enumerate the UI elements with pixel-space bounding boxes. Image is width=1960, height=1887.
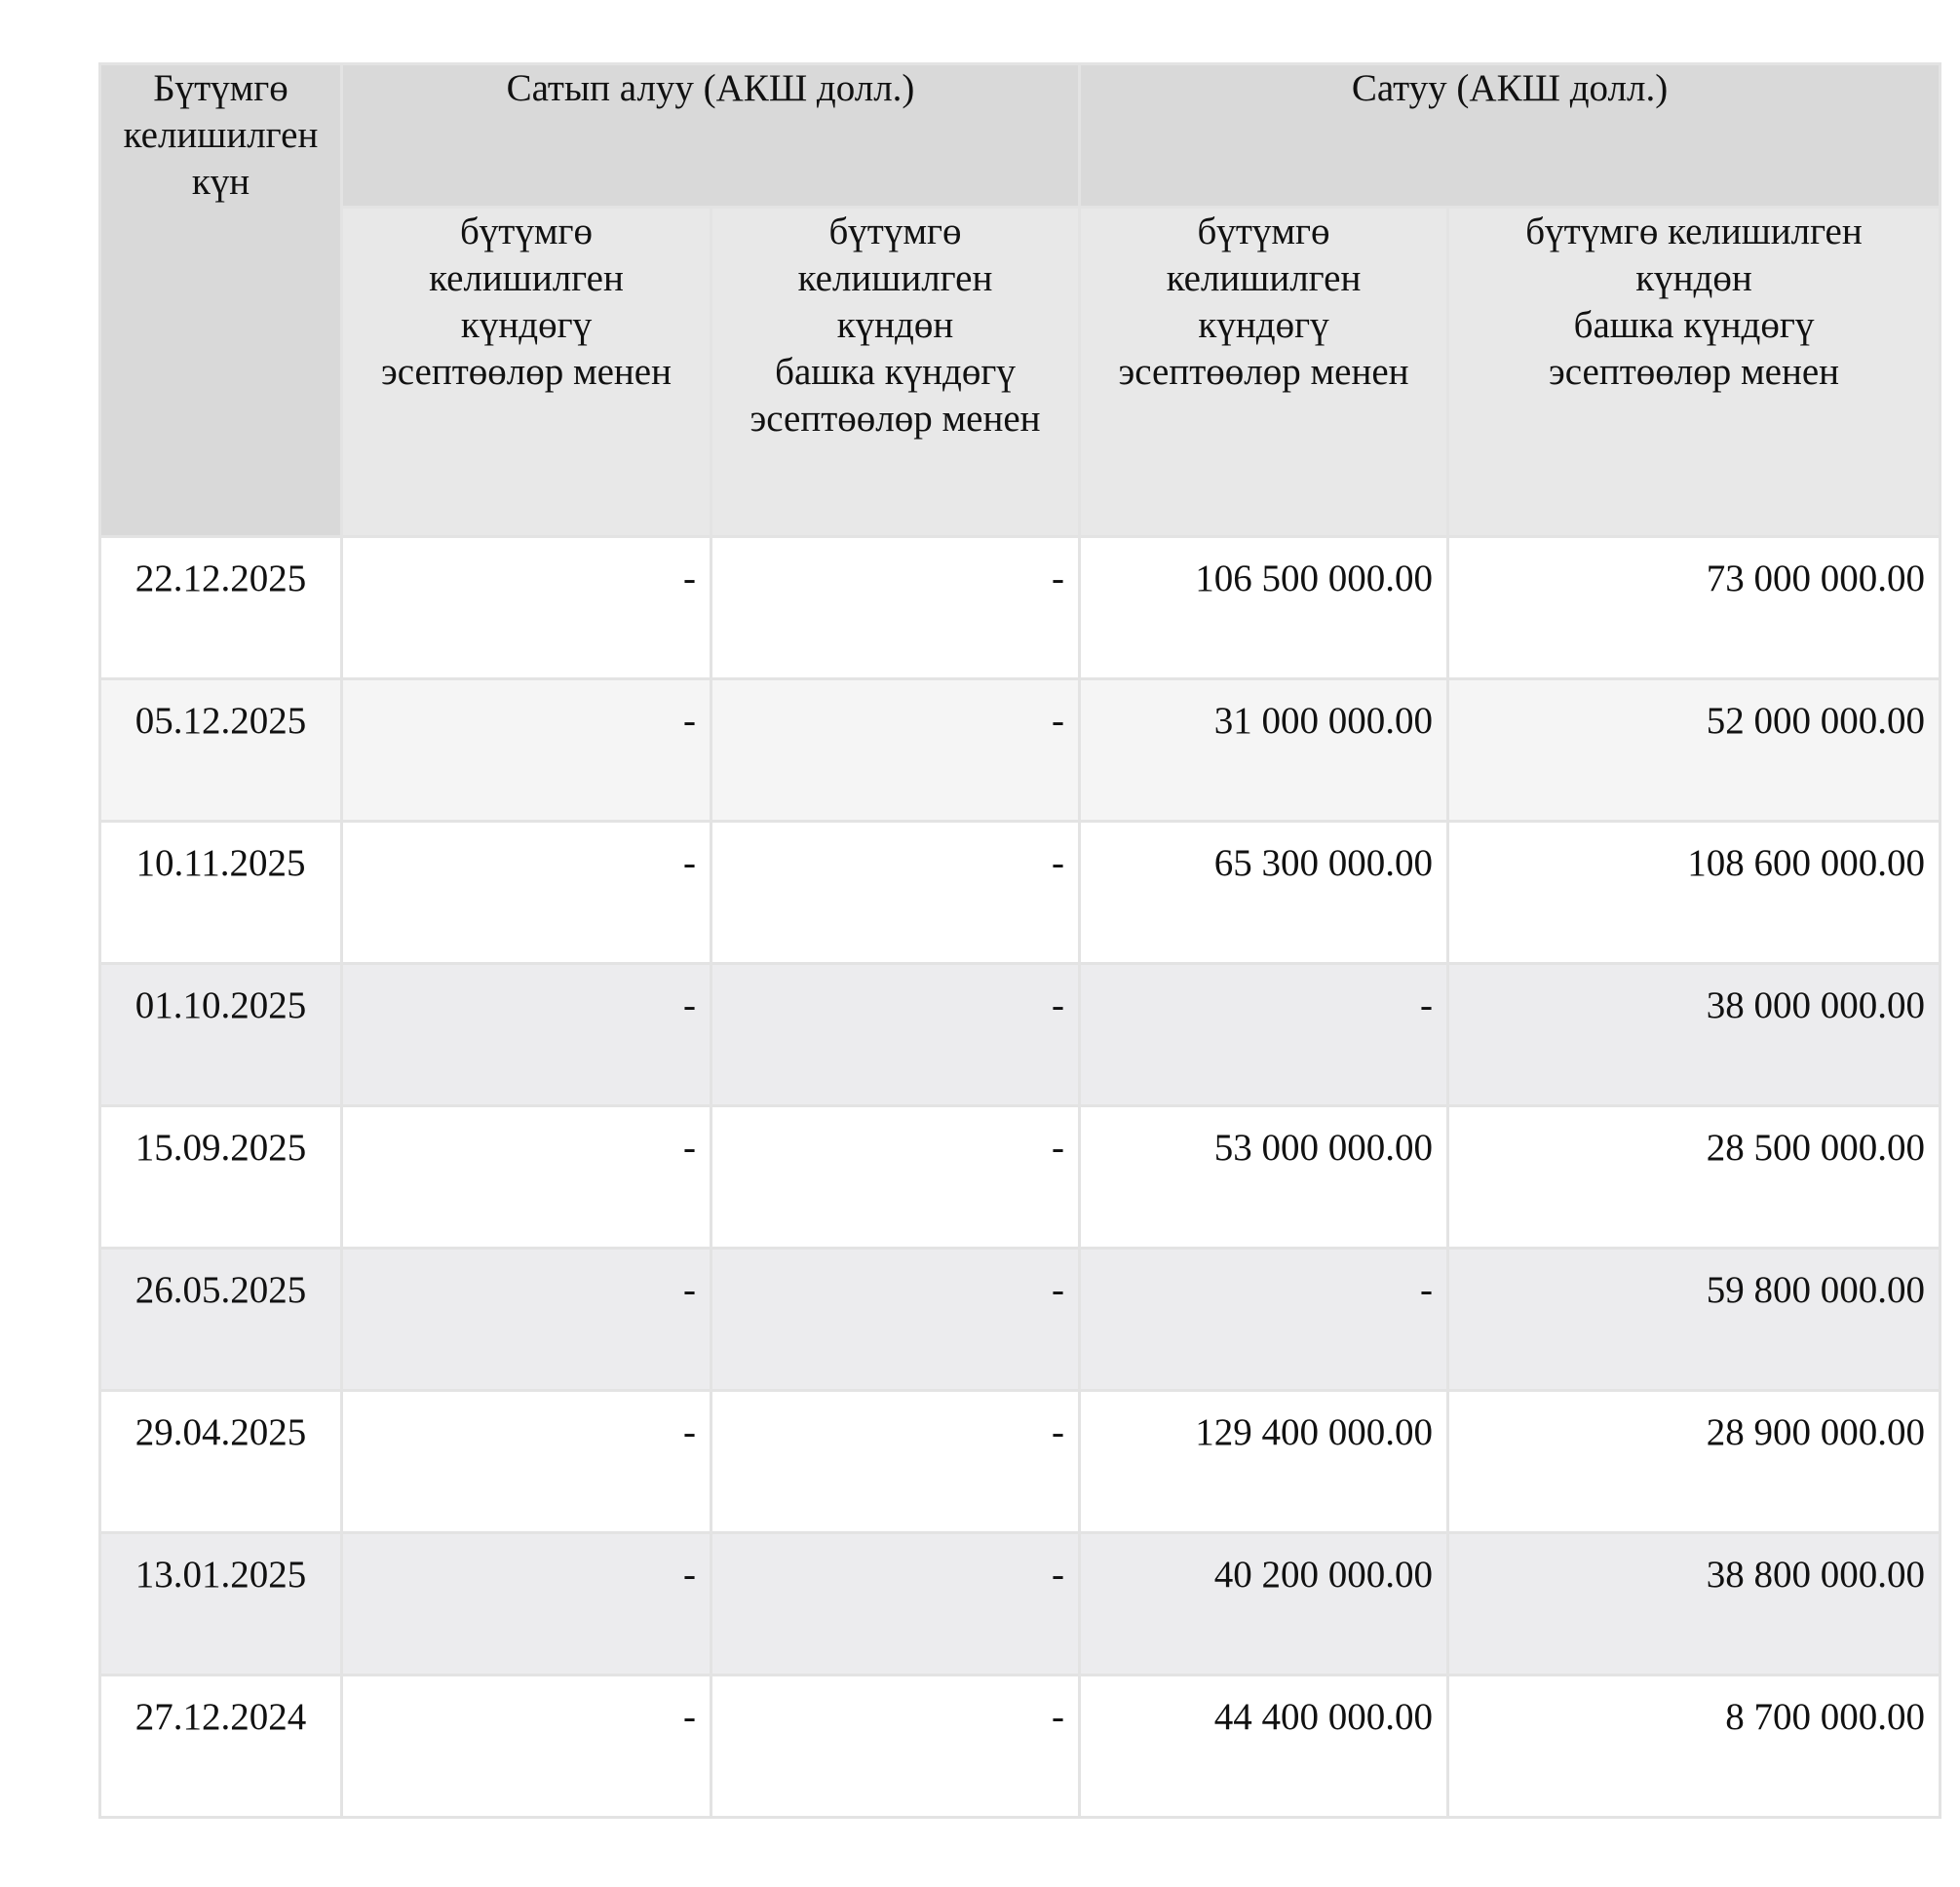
header-sale-same-day: бүтүмгө келишилген күндөгү эсептөөлөр менен (1080, 208, 1448, 537)
purchase-same-day-cell: - (342, 1675, 711, 1818)
sale-same-day-cell: 65 300 000.00 (1080, 822, 1448, 964)
date-cell: 01.10.2025 (100, 964, 342, 1106)
sale-other-day-cell: 28 900 000.00 (1448, 1391, 1941, 1533)
purchase-other-day-cell: - (711, 537, 1080, 679)
sale-other-day-cell: 108 600 000.00 (1448, 822, 1941, 964)
table-row (100, 537, 1941, 679)
header-sale-other-day: бүтүмгө келишилген күндөн башка күндөгү эсептөөлөр менен (1448, 208, 1941, 537)
purchase-other-day-cell: - (711, 679, 1080, 822)
date-cell: 29.04.2025 (100, 1391, 342, 1533)
header-purchase-group: Сатып алуу (АКШ долл.) (342, 64, 1080, 208)
date-cell: 27.12.2024 (100, 1675, 342, 1818)
sale-other-day-cell: 28 500 000.00 (1448, 1106, 1941, 1249)
table-row (100, 822, 1941, 964)
purchase-same-day-cell: - (342, 679, 711, 822)
sale-other-day-cell: 59 800 000.00 (1448, 1249, 1941, 1391)
table-row (100, 1106, 1941, 1249)
sale-same-day-cell: 31 000 000.00 (1080, 679, 1448, 822)
purchase-other-day-cell: - (711, 822, 1080, 964)
table-row (100, 1675, 1941, 1818)
header-sale-group: Сатуу (АКШ долл.) (1080, 64, 1941, 208)
deals-table (98, 62, 1941, 1819)
purchase-other-day-cell: - (711, 1249, 1080, 1391)
sale-same-day-cell: - (1080, 964, 1448, 1106)
sale-same-day-cell: 44 400 000.00 (1080, 1675, 1448, 1818)
sale-same-day-cell: 53 000 000.00 (1080, 1106, 1448, 1249)
header-date: Бүтүмгө келишилген күн (100, 64, 342, 537)
purchase-same-day-cell: - (342, 1249, 711, 1391)
purchase-same-day-cell: - (342, 537, 711, 679)
table-row (100, 1249, 1941, 1391)
date-cell: 05.12.2025 (100, 679, 342, 822)
purchase-same-day-cell: - (342, 1533, 711, 1675)
sale-other-day-cell: 52 000 000.00 (1448, 679, 1941, 822)
header-purchase-other-day: бүтүмгө келишилген күндөн башка күндөгү эсептөөлөр менен (711, 208, 1080, 537)
purchase-other-day-cell: - (711, 964, 1080, 1106)
table-row (100, 1533, 1941, 1675)
purchase-other-day-cell: - (711, 1106, 1080, 1249)
date-cell: 22.12.2025 (100, 537, 342, 679)
table-row (100, 1391, 1941, 1533)
header-purchase-same-day: бүтүмгө келишилген күндөгү эсептөөлөр менен (342, 208, 711, 537)
sale-same-day-cell: 129 400 000.00 (1080, 1391, 1448, 1533)
purchase-same-day-cell: - (342, 1391, 711, 1533)
date-cell: 10.11.2025 (100, 822, 342, 964)
sale-same-day-cell: 106 500 000.00 (1080, 537, 1448, 679)
table-row (100, 964, 1941, 1106)
date-cell: 15.09.2025 (100, 1106, 342, 1249)
sale-same-day-cell: 40 200 000.00 (1080, 1533, 1448, 1675)
purchase-other-day-cell: - (711, 1533, 1080, 1675)
date-cell: 26.05.2025 (100, 1249, 342, 1391)
purchase-same-day-cell: - (342, 822, 711, 964)
purchase-same-day-cell: - (342, 1106, 711, 1249)
sale-other-day-cell: 38 800 000.00 (1448, 1533, 1941, 1675)
header-row-subcolumns (100, 208, 1941, 537)
date-cell: 13.01.2025 (100, 1533, 342, 1675)
sale-other-day-cell: 38 000 000.00 (1448, 964, 1941, 1106)
purchase-other-day-cell: - (711, 1675, 1080, 1818)
sale-other-day-cell: 73 000 000.00 (1448, 537, 1941, 679)
header-row-groups (100, 64, 1941, 208)
table-row (100, 679, 1941, 822)
purchase-other-day-cell: - (711, 1391, 1080, 1533)
sale-other-day-cell: 8 700 000.00 (1448, 1675, 1941, 1818)
purchase-same-day-cell: - (342, 964, 711, 1106)
sale-same-day-cell: - (1080, 1249, 1448, 1391)
